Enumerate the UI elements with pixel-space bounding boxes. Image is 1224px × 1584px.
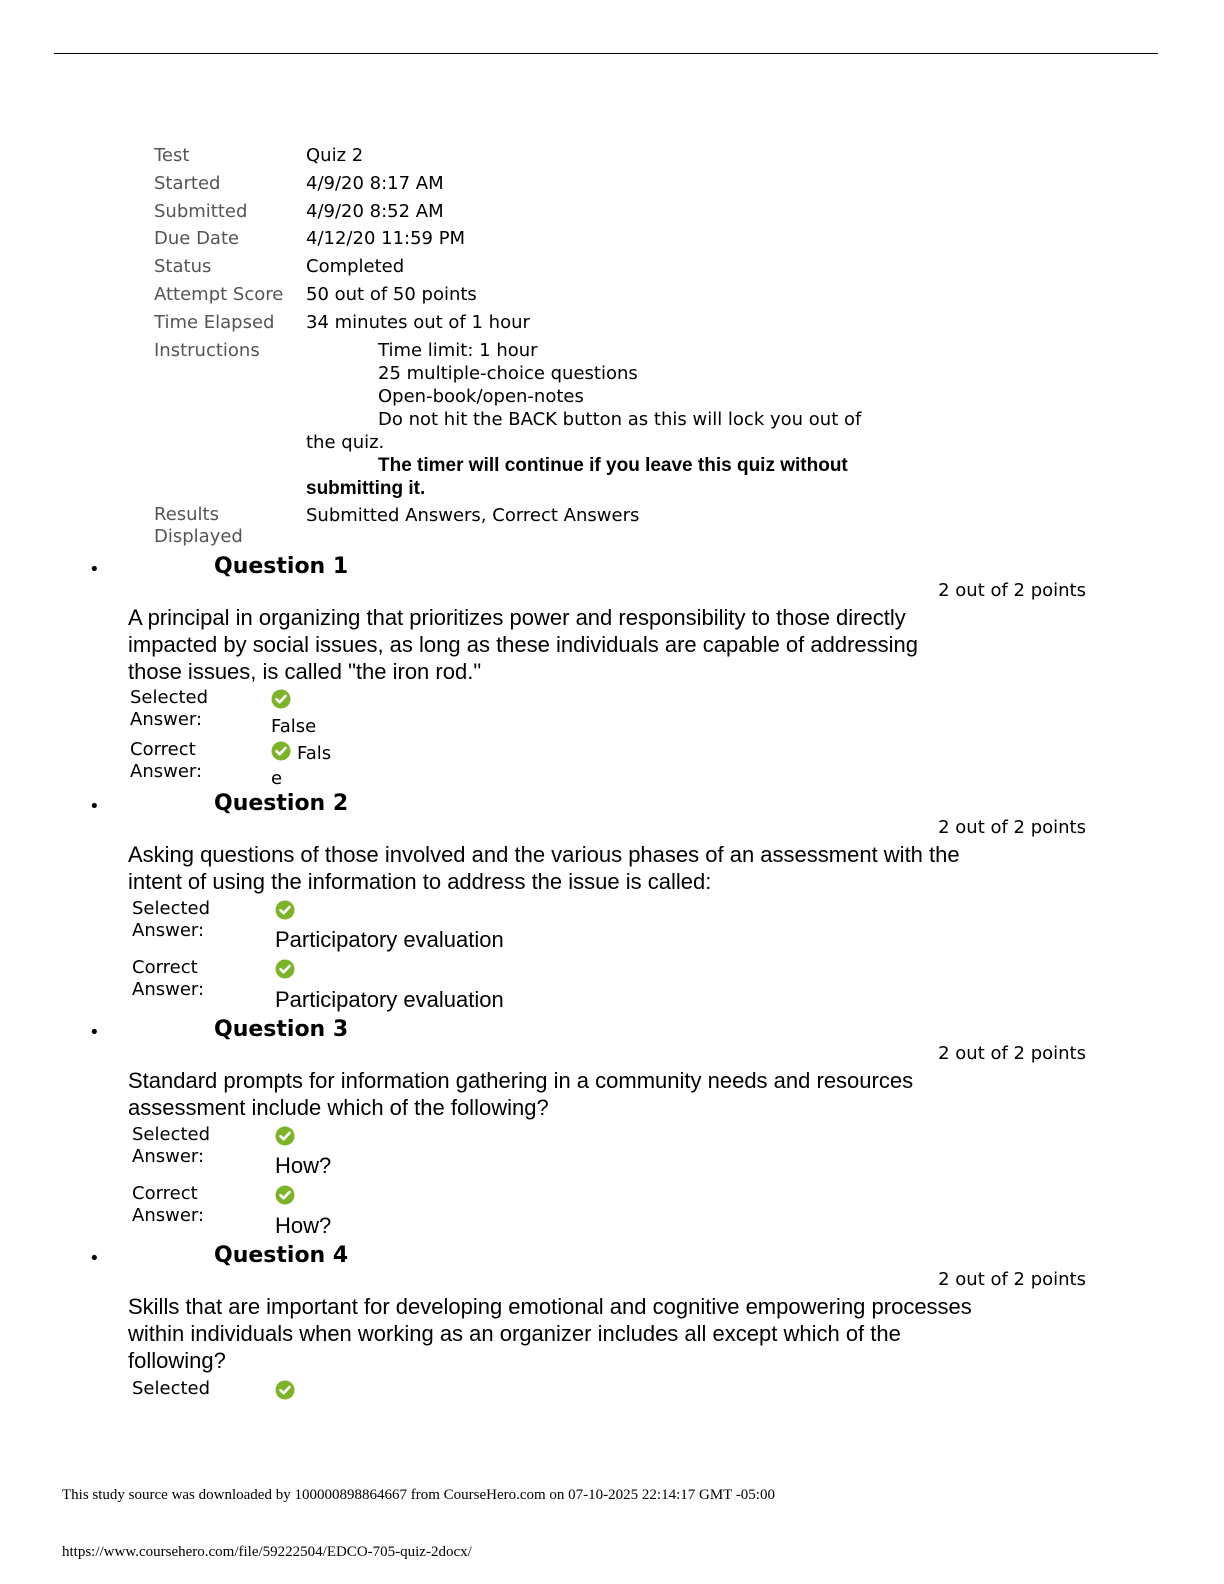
info-row-instructions: [154, 339, 861, 505]
info-row-attempt-score: [154, 283, 861, 311]
question-points: 2 out of 2 points: [938, 1043, 1086, 1064]
info-label: Time Elapsed: [154, 311, 275, 333]
instruction-line: the quiz.: [306, 431, 385, 453]
info-value: 34 minutes out of 1 hour: [306, 311, 530, 333]
correct-answer-label: [130, 739, 250, 783]
instructions-text: [306, 339, 861, 505]
question-text: [128, 1293, 1048, 1374]
correct-check-icon: [271, 741, 291, 761]
info-row-status: [154, 255, 861, 283]
label-line: Correct: [132, 1183, 198, 1204]
selected-answer-label: [132, 898, 252, 942]
selected-answer-label: [132, 1124, 252, 1168]
label-line: Answer:: [132, 920, 205, 941]
correct-check-icon: [275, 959, 295, 979]
info-label: Due Date: [154, 228, 240, 250]
question-text-line: those issues, is called "the iron rod.": [128, 659, 482, 684]
instruction-bold-line: The timer will continue if you leave this quiz without: [378, 454, 848, 476]
question-text: [128, 1067, 1048, 1121]
question-title: Question 1: [214, 554, 349, 579]
label-line: Answer:: [132, 1146, 205, 1167]
question-text-line: within individuals when working as an organizer includes all except which of the: [128, 1321, 901, 1346]
info-label: Instructions: [154, 339, 260, 361]
correct-check-icon: [275, 1126, 295, 1146]
label-line: Answer:: [132, 979, 205, 1000]
info-row-started: [154, 172, 861, 200]
info-value: 4/9/20 8:17 AM: [306, 172, 444, 194]
label-line: Correct: [130, 739, 196, 760]
label-line: Selected: [132, 1378, 211, 1399]
instruction-line: 25 multiple-choice questions: [378, 362, 638, 384]
selected-answer-label: [130, 687, 250, 731]
info-label: Status: [154, 256, 212, 278]
instruction-bold-line: submitting it.: [306, 477, 426, 499]
source-url[interactable]: https://www.coursehero.com/file/59222504/EDCO-705-quiz-2docx/: [62, 1544, 472, 1560]
correct-answer-value: Participatory evaluation: [275, 987, 504, 1012]
correct-check-icon: [275, 900, 295, 920]
correct-answer-label: [132, 1183, 252, 1227]
question-title: Question 2: [214, 791, 349, 816]
instruction-line: Open-book/open-notes: [378, 385, 584, 407]
question-text-line: Asking questions of those involved and the various phases of an assessment with the: [128, 842, 960, 867]
results-label-line: Displayed: [154, 526, 243, 548]
correct-answer-value: How?: [275, 1213, 332, 1238]
label-line: Selected: [130, 687, 209, 708]
selected-answer-value: False: [271, 716, 317, 737]
selected-answer-value: Participatory evaluation: [275, 927, 504, 952]
question-points: 2 out of 2 points: [938, 580, 1086, 601]
instruction-line: Do not hit the BACK button as this will lock you out of: [378, 408, 862, 430]
info-row-results: [154, 504, 861, 548]
question-text-line: following?: [128, 1348, 226, 1373]
info-label: Test: [154, 145, 190, 166]
question-title: Question 4: [214, 1243, 349, 1268]
info-row-time-elapsed: [154, 311, 861, 339]
info-label: Attempt Score: [154, 283, 284, 305]
question-text-line: impacted by social issues, as long as these individuals are capable of addressing: [128, 632, 919, 657]
info-value: Completed: [306, 256, 405, 278]
label-line: Answer:: [130, 709, 203, 730]
question-points: 2 out of 2 points: [938, 817, 1086, 838]
correct-check-icon: [275, 1185, 295, 1205]
info-row-submitted: [154, 200, 861, 228]
label-line: Answer:: [130, 761, 203, 782]
correct-answer-value: e: [271, 768, 283, 789]
question-text-line: Skills that are important for developing emotional and cognitive empowering processes: [128, 1294, 972, 1319]
question-text-line: A principal in organizing that prioritizes power and responsibility to those directly: [128, 605, 906, 630]
label-line: Selected: [132, 1124, 211, 1145]
bullet: •: [89, 1022, 100, 1043]
top-rule: [54, 53, 1158, 54]
question-text: [128, 841, 1048, 895]
info-value: Submitted Answers, Correct Answers: [306, 505, 640, 527]
question-text-line: intent of using the information to address the issue is called:: [128, 869, 712, 894]
selected-answer-value: How?: [275, 1153, 332, 1178]
info-label: Submitted: [154, 200, 248, 222]
correct-check-icon: [275, 1380, 295, 1400]
label-line: Correct: [132, 957, 198, 978]
info-row-due-date: [154, 227, 861, 255]
question-points: 2 out of 2 points: [938, 1269, 1086, 1290]
download-source-note: This study source was downloaded by 100000898864667 from CourseHero.com on 07-10-2025 22:14:17 GMT -05:00: [62, 1487, 775, 1503]
label-line: Answer:: [132, 1205, 205, 1226]
results-label-line: Results: [154, 504, 219, 526]
question-text: [128, 604, 1048, 685]
question-text-line: assessment include which of the following?: [128, 1095, 549, 1120]
attempt-info-table: [154, 144, 861, 548]
correct-answer-value: Fals: [297, 743, 332, 764]
bullet: •: [89, 559, 100, 580]
info-value: Quiz 2: [306, 145, 364, 166]
correct-answer-label: [132, 957, 252, 1001]
bullet: •: [89, 1248, 100, 1269]
info-value: 4/9/20 8:52 AM: [306, 200, 444, 222]
question-text-line: Standard prompts for information gathering in a community needs and resources: [128, 1068, 914, 1093]
question-title: Question 3: [214, 1017, 349, 1042]
selected-answer-label: [132, 1378, 252, 1400]
info-row-test: [154, 144, 861, 172]
instruction-line: Time limit: 1 hour: [378, 339, 538, 361]
info-value: 50 out of 50 points: [306, 283, 477, 305]
info-label: [154, 504, 306, 548]
bullet: •: [89, 796, 100, 817]
label-line: Selected: [132, 898, 211, 919]
info-value: 4/12/20 11:59 PM: [306, 228, 466, 250]
info-label: Started: [154, 172, 221, 194]
correct-check-icon: [271, 689, 291, 709]
